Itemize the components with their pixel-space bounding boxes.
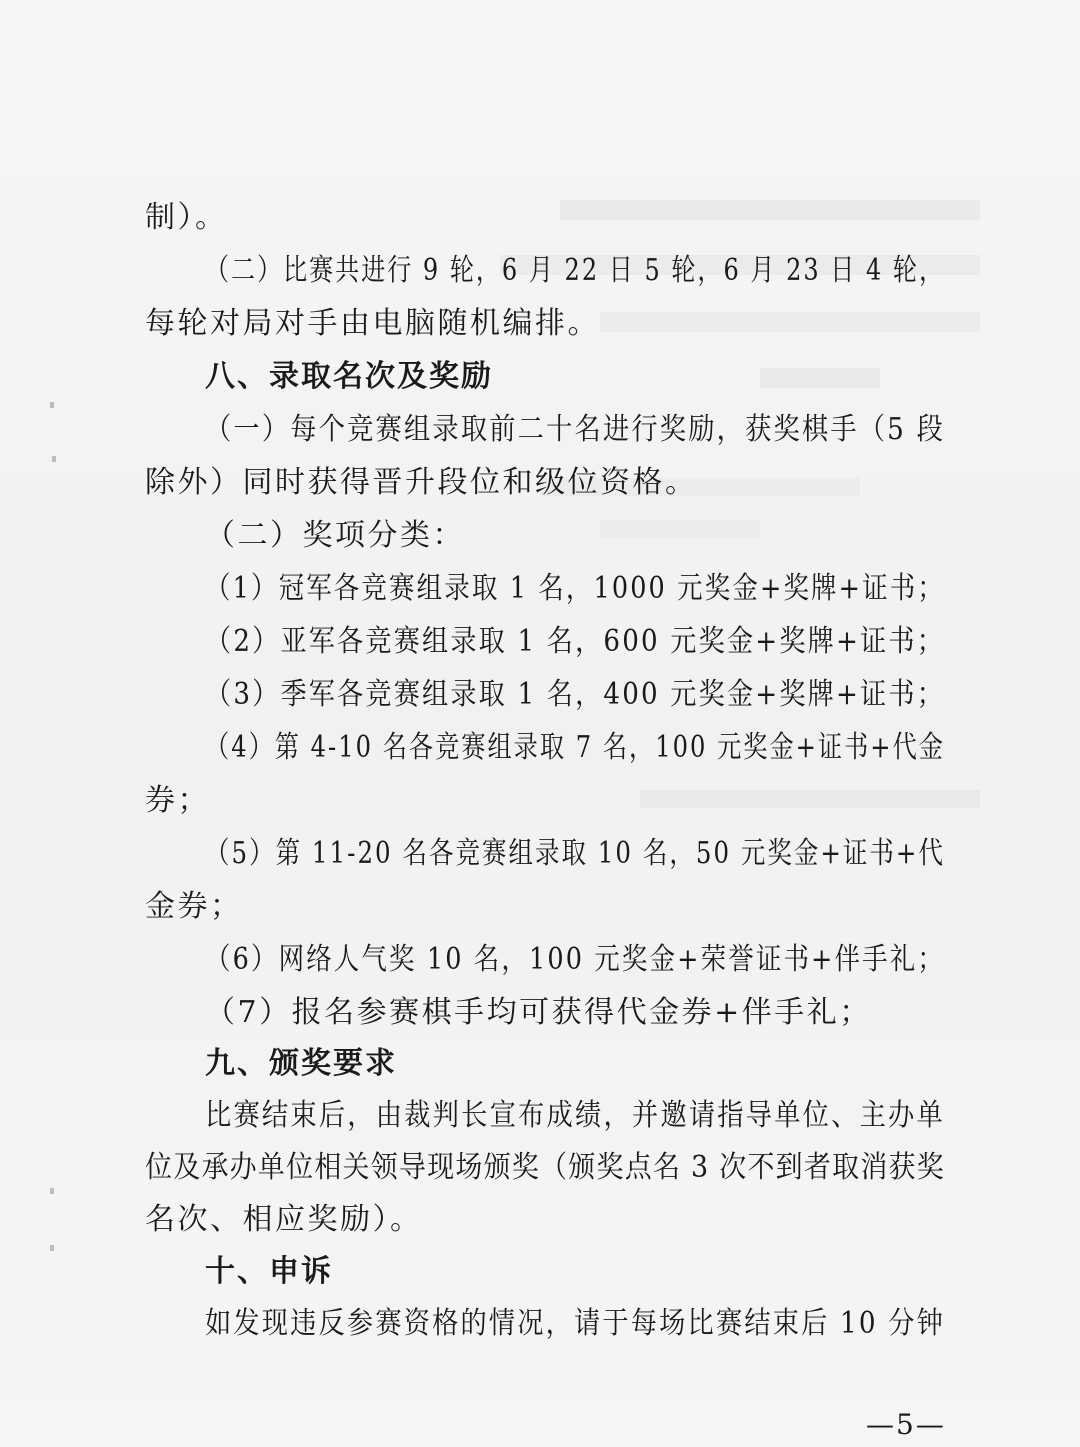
scan-mark xyxy=(52,456,56,462)
body-text-line: 制）。 xyxy=(145,200,228,235)
award-item: （1）冠军各竞赛组录取 1 名，1000 元奖金+奖牌+证书； xyxy=(205,571,946,606)
award-item: （5）第 11-20 名各竞赛组录取 10 名，50 元奖金+证书+代 xyxy=(205,836,945,871)
show-through-band xyxy=(600,312,980,332)
award-item: （7）报名参赛棋手均可获得代金券+伴手礼； xyxy=(205,995,872,1030)
body-text-line: （一）每个竞赛组录取前二十名进行奖励，获奖棋手（5 段 xyxy=(205,412,946,447)
body-text-line: 每轮对局对手由电脑随机编排。 xyxy=(145,306,600,341)
show-through-band xyxy=(760,368,880,388)
body-text-line: （二）奖项分类： xyxy=(205,518,465,553)
section-heading: 九、颁奖要求 xyxy=(205,1046,397,1081)
body-text-line: 比赛结束后，由裁判长宣布成绩，并邀请指导单位、主办单 xyxy=(205,1098,945,1133)
body-text-line: 位及承办单位相关领导现场颁奖（颁奖点名 3 次不到者取消获奖 xyxy=(145,1150,945,1185)
award-item: （3）季军各竞赛组录取 1 名，400 元奖金+奖牌+证书； xyxy=(205,677,946,712)
scan-mark xyxy=(50,1245,54,1251)
scan-mark xyxy=(50,1188,54,1194)
page-number: —5— xyxy=(866,1408,946,1441)
section-heading: 八、录取名次及奖励 xyxy=(205,359,493,394)
section-heading: 十、申诉 xyxy=(205,1254,333,1289)
show-through-band xyxy=(640,790,980,808)
body-text-line: 名次、相应奖励）。 xyxy=(145,1202,423,1237)
award-item: （6）网络人气奖 10 名，100 元奖金+荣誉证书+伴手礼； xyxy=(205,942,946,977)
award-item-continued: 券； xyxy=(145,783,210,818)
show-through-band xyxy=(600,520,760,538)
body-text-line: 如发现违反参赛资格的情况，请于每场比赛结束后 10 分钟 xyxy=(205,1306,945,1341)
scan-mark xyxy=(50,402,54,408)
body-text-line: 除外）同时获得晋升段位和级位资格。 xyxy=(145,465,698,500)
award-item: （4）第 4-10 名各竞赛组录取 7 名，100 元奖金+证书+代金 xyxy=(205,730,945,765)
award-item-continued: 金券； xyxy=(145,889,243,924)
body-text-line: （二）比赛共进行 9 轮，6 月 22 日 5 轮，6 月 23 日 4 轮， xyxy=(205,253,945,288)
award-item: （2）亚军各竞赛组录取 1 名，600 元奖金+奖牌+证书； xyxy=(205,624,946,659)
show-through-band xyxy=(560,200,980,220)
